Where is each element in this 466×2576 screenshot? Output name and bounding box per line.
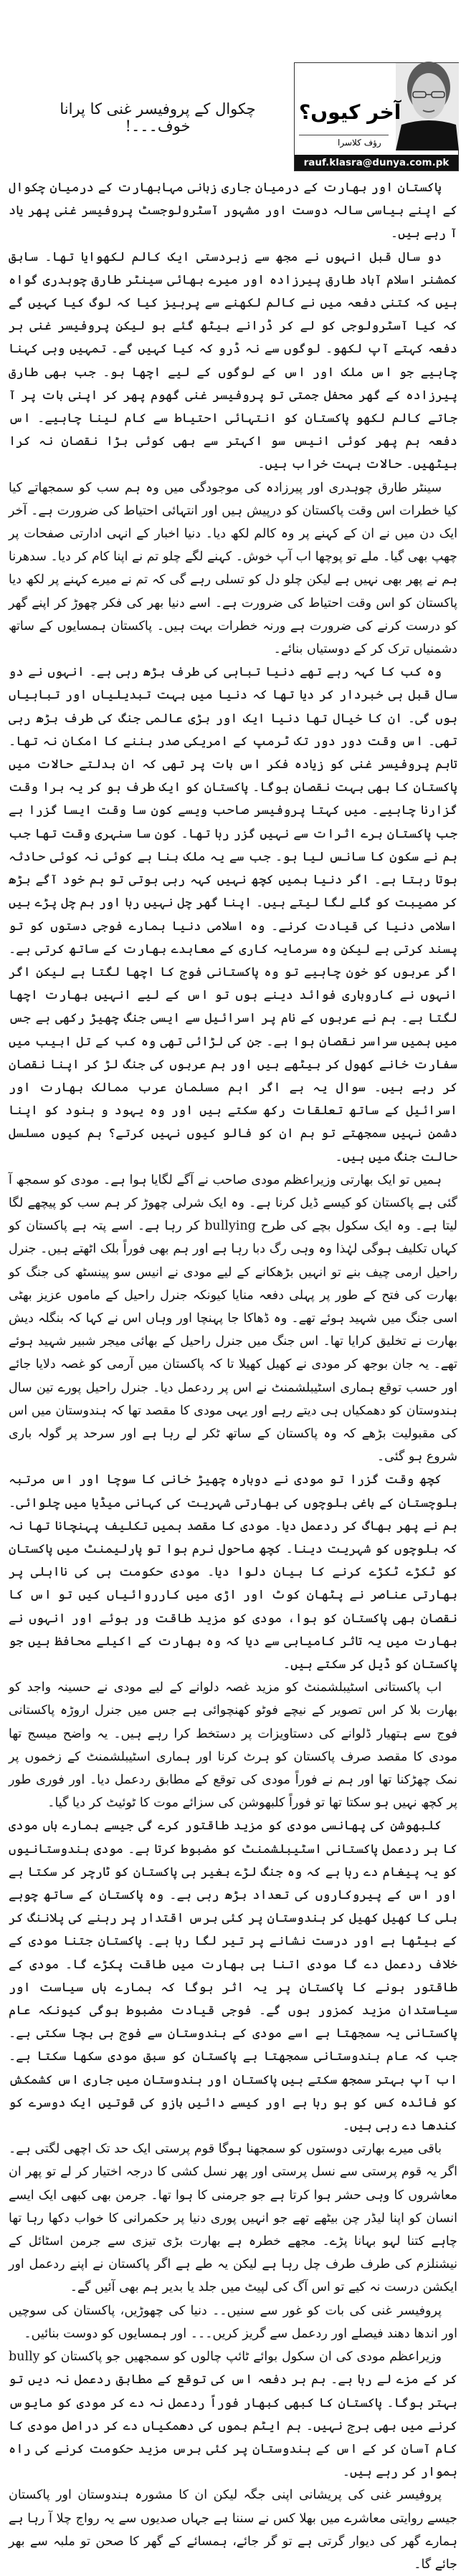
paragraph: پروفیسر غنی کی پریشانی اپنی جگہ لیکن ان کا مشورہ ہندوستان اور پاکستان جیسے روایتی معاشرے میں بھلا کس نے سننا ہے جہاں صدیوں سے یہ رواج چلا آ رہا ہے ہمارے گھر کی دیوار گرتی ہے تو گر جائے، ہمسائے کے گھر کا صحن تو ملبہ سے بھر جائے گا۔ — [9, 2488, 457, 2572]
author-email[interactable]: rauf.klasra@dunya.com.pk — [295, 155, 458, 171]
paragraph: ہمیں تو ایک بھارتی وزیراعظم مودی صاحب نے آگے لگایا ہوا ہے۔ مودی کو سمجھ آ گئی ہے پاکستان کو کیسے ڈیل کرنا ہے۔ وہ ایک شرلی چھوڑ کر ہم سب کو پیچھے لگا لیتا ہے۔ وہ ایک سکول بچے کی طرح bullying کر رہا ہے۔ اسے پتہ ہے پاکستان کو کہاں تکلیف ہوگی لہٰذا وہ وہی رگ دبا رہا ہے اور ہم بھی فوراً بلک اٹھتے ہیں۔ جنرل راحیل ارمی چیف بنے تو انہیں بڑھکانے کے لیے مودی نے انیس سو پینسٹھ کی جنگ کو بھارت کی فتح کے طور پر پہلی دفعہ منایا کیونکہ جنرل راحیل کے ماموں عزیز بھٹی اسی جنگ میں شہید ہوئے تھے۔ وہ ڈھاکا جا پہنچا اور وہاں اس نے کہا کہ بنگلہ دیش بھارت نے تخلیق کرایا تھا۔ اس جنگ میں جنرل راحیل کے بھائی میجر شبیر شہید ہوئے تھے۔ یہ جان بوجھ کر مودی نے کھیل کھیلا تا کہ پاکستان میں آرمی کو غصہ دلایا جائے اور حسب توقع ہماری اسٹیبلشمنٹ نے اس پر ردعمل دیا۔ جنرل راحیل پورے تین سال ہندوستان کو دھمکیاں ہی دیتے رہے اور یہی مودی کا مقصد تھا کہ ہندوستان میں اس کی مقبولیت بڑھے کہ وہ پاکستان کے ساتھ ٹکر لے رہا ہے اور سرحد پر گولہ باری شروع ہو گئی۔ — [9, 1172, 457, 1465]
column-header-box — [294, 62, 459, 171]
paragraph: سینٹر طارق چوہدری اور پیرزادہ کی موجودگی میں وہ ہم سب کو سمجھاتے کیا کیا خطرات اس وقت پاکستان کو درپیش ہیں اور انتہائی احتیاط کی ضرورت ہے۔ آخر ایک دن میں نے ان کے کہنے پر وہ کالم لکھ دیا۔ دنیا اخبار کے انہی ادارتی صفحات پر چھپ بھی گیا۔ ملے تو پوچھا اب آپ خوش۔ کہنے لگے چلو تم نے اپنا کام کر دیا۔ سدھرنا ہم نے پھر بھی نہیں ہے لیکن چلو دل کو تسلی رہے گی کہ تم نے میرے کہنے پر لکھ دیا پاکستان کو اس وقت احتیاط کی ضرورت ہے۔ اسے دنیا بھر کی فکر چھوڑ کر اپنے گھر کو درست کرنے کی ضرورت ہے ورنہ خطرات بہت ہیں۔ پاکستان ہمسایوں کے ساتھ دشمنیاں ترک کر کے دوستیاں بنائے۔ — [9, 480, 457, 657]
paragraph: کلبھوشن کی پھانسی مودی کو مزید طاقتور کرے گی جیسے ہمارے ہاں مودی کا ہر ردعمل پاکستانی اسٹیبلشمنٹ کو مضبوط کرتا ہے۔ مودی ہندوستانیوں کو یہ پیغام دے رہا ہے کہ وہ جنگ لڑے بغیر ہی پاکستان کو ٹارچر کر سکتا ہے اور اس کے پیروکاروں کی تعداد بڑھ رہی ہے۔ وہ پاکستان کے ساتھ چوہے بلی کا کھیل کھیل کر ہندوستان پر کئی برس اقتدار پر رہنے کی پلاننگ کر کے بیٹھا ہے اور درست نشانے پر تیر لگا رہا ہے۔ پاکستان جتنا مودی کے خلاف ردعمل دے گا مودی اتنا ہی بھارت میں طاقت پکڑے گا۔ مودی کے طاقتور ہونے کا پاکستان پر یہ اثر ہوگا کہ ہمارے ہاں سیاست اور سیاستدان مزید کمزور ہوں گے۔ فوجی قیادت مضبوط ہوگی کیونکہ عام پاکستانی یہ سمجھتا ہے اسے مودی کے ہندوستان سے فوج ہی بچا سکتی ہے۔ جب کہ عام ہندوستانی سمجھتا ہے پاکستان کو سبق مودی سکھا سکتا ہے۔ اب آپ بہتر سمجھ سکتے ہیں پاکستان اور ہندوستان میں جاری اس کشمکش کو فائدہ کس کو ہو رہا ہے اور کیسے دائیں بازو کی قوتیں ایک دوسرے کو کندھا دے رہی ہیں۔ — [9, 1819, 457, 2134]
paragraph: کچھ وقت گزرا تو مودی نے دوبارہ چھیڑ خانی کا سوچا اور اس مرتبہ بلوچستان کے باغی بلوچوں کی بھارتی شہریت کی کہانی میڈیا میں چلوائی۔ ہم نے پھر بھاگ کر ردعمل دیا۔ مودی کا مقصد ہمیں تکلیف پہنچانا تھا نہ کہ بلوچوں کو شہریت دینا۔ کچھ ماحول نرم ہوا تو پارلیمنٹ میں پاکستان کو ٹکڑے ٹکڑے کرنے کا بیان دلوا دیا۔ مودی حکومت ہی کی نااہلی پر بھارتی عناصر نے پٹھان کوٹ اور اڑی میں کارروائیاں کیں تو اس کا نقصان بھی پاکستان کو ہوا، مودی کو مزید طاقت ور ہوئے اور انہوں نے بھارت میں یہ تاثر کامیابی سے دیا کہ وہ بھارت کے اکیلے محافظ ہیں جو پاکستان کو ڈیل کر سکتے ہیں۔ — [9, 1473, 457, 1672]
column-name: آخر کیوں؟ — [299, 100, 401, 124]
paragraph: وزیراعظم مودی کی ان سکول بوائے ٹائپ چالوں کو سمجھیں جو پاکستان کو bully کر کے مزے لے رہا ہے۔ ہم ہر دفعہ اس کی توقع کے مطابق ردعمل نہ دیں تو بہتر ہوگا۔ پاکستان کا کبھی کبھار فوراً ردعمل نہ دے کر مودی کو مایوس کرنے میں بھی ہرج نہیں۔ ہم ایٹم بموں کی دھمکیاں دے کر دراصل مودی کا کام آسان کر کے اس کے ہندوستان پر کئی برس مزید حکومت کرنے کی راہ ہموار کر رہے ہیں۔ — [9, 2350, 457, 2480]
author-portrait-icon — [396, 56, 459, 150]
paragraph: وہ کب کا کہہ رہے تھے دنیا تباہی کی طرف بڑھ رہی ہے۔ انہوں نے دو سال قبل ہی خبردار کر دیا تھا کہ دنیا میں بہت تبدیلیاں اور تباہیاں ہوں گی۔ ان کا خیال تھا دنیا ایک اور بڑی عالمی جنگ کی طرف بڑھ رہی تھی۔ اس وقت دور دور تک ٹرمپ کے امریکی صدر بننے کا امکان نہ تھا۔ تاہم پروفیسر غنی کو زیادہ فکر اس بات پر تھی کہ ان بدلتے حالات میں پاکستان کا بھی بہت نقصان ہوگا۔ پاکستان کو ایک طرف ہو کر یہ برا وقت گزارنا چاہیے۔ میں کہتا پروفیسر صاحب ویسے کون سا وقت ایسا گزرا ہے جب پاکستان برے اثرات سے نہیں گزر رہا تھا۔ کون سا سنہری وقت تھا جب ہم نے سکون کا سانس لیا ہو۔ جب سے یہ ملک بنا ہے کوئی نہ کوئی حادثہ ہوتا رہتا ہے۔ اگر دنیا ہمیں کچھ نہیں کہہ رہی ہوتی تو ہم خود آگے بڑھ کر مصیبت کو گلے لگا لیتے ہیں۔ اپنا گھر چل نہیں رہا اور ہم چل پڑے ہیں اسلامی دنیا کی قیادت کرنے۔ وہ اسلامی دنیا ہمارے فوجی دستوں کو تو پسند کرتی ہے لیکن وہ سرمایہ کاری کے معاہدے بھارت کے ساتھ کرتی ہے۔ اگر عربوں کو خون چاہیے تو وہ پاکستانی فوج کا اچھا لگتا ہے لیکن اگر انہوں نے کاروباری فوائد دینے ہوں تو اس کے لیے انہیں بھارت اچھا لگتا ہے۔ ہم نے عربوں کے نام پر اسرائیل سے ایسی جنگ چھیڑ رکھی ہے جس میں ہمیں سراسر نقصان ہوا ہے۔ جن کی لڑائی تھی وہ کب کے تل ابیب میں سفارت خانے کھول کر بیٹھے ہیں اور ہم عربوں کی جنگ لڑ کر اپنا نقصان کر رہے ہیں۔ سوال یہ ہے اگر اہم مسلمان عرب ممالک بھارت اور اسرائیل کے ساتھ تعلقات رکھ سکتے ہیں اور وہ یہود و ہنود کو اپنا دشمن نہیں سمجھتے تو ہم ان کو فالو کیوں نہیں کرتے؟ ہم کیوں مسلسل حالت جنگ میں ہیں۔ — [9, 665, 457, 1164]
paragraph: دو سال قبل انہوں نے مجھ سے زبردستی ایک کالم لکھوایا تھا۔ سابق کمشنر اسلام آباد طارق پیرزادہ اور میرے بھائی سینٹر طارق چوہدری گواہ ہیں کہ کتنی دفعہ میں نے کالم لکھنے سے پرہیز کیا کہ لوگ کیا کہیں گے کہ کیا آسٹرولوجی کو لے کر ڈرانے بیٹھ گئے ہو لیکن پروفیسر غنی ہر دفعہ کہتے آپ لکھو۔ لوگوں سے نہ ڈرو کہ کیا کہیں گے۔ تمہیں وہی کہنا چاہیے جو اس ملک اور اس کے لوگوں کے لیے اچھا ہو۔ جب بھی طارق پیرزادہ کے گھر محفل جمتی تو پروفیسر غنی گھوم پھر کر اپنی بات پر آ جاتے کالم لکھو پاکستان کو انتہائی احتیاط سے کام لینا چاہیے۔ اس دفعہ ہم پھر کوئی انیس سو اکہتر سے بھی کوئی بڑا نقصان نہ کرا بیٹھیں۔ حالات بہت خراب ہیں۔ — [9, 249, 457, 472]
paragraph: اب پاکستانی اسٹیبلشمنٹ کو مزید غصہ دلوانے کے لیے مودی نے حسینہ واجد کو بھارت بلا کر اس تصویر کے نیچے فوٹو کھنچوائی ہے جس میں جنرل اروڑہ پاکستانی فوج سے ہتھیار ڈلوانے کی دستاویزات پر دستخط کرا رہے ہیں۔ یہ واضح میسج تھا مودی کا مقصد صرف پاکستان کو ہرٹ کرنا اور ہماری اسٹیبلشمنٹ کے زخموں پر نمک چھڑکنا تھا اور ہم نے فوراً مودی کی توقع کے مطابق ردعمل دیا۔ اور فوری طور پر کچھ نہیں ہو سکتا تھا تو فوراً کلبھوشن کی سزائے موت کا ٹوئیٹ کر دیا گیا۔ — [9, 1680, 457, 1811]
paragraph: باقی میرے بھارتی دوستوں کو سمجھنا ہوگا قوم پرستی ایک حد تک اچھی لگتی ہے۔ اگر یہ قوم پرستی سے نسل پرستی اور پھر نسل کشی کا درجہ اختیار کر لے تو پھر ان معاشروں کا وہی حشر ہوا کرتا ہے جو جرمنی کا ہوا تھا۔ جرمن بھی کبھی ایک ایسے انسان کو اپنا لیڈر چن بیٹھے تھے جو انہیں پوری دنیا پر حکمرانی کا خواب دکھا رہا تھا چاہے کتنا لہو بہانا پڑے۔ مجھے خطرہ ہے بھارت بڑی تیزی سے جرمن اسٹائل کے نیشنلزم کی طرف طرف چل رہا ہے لیکن یہ طے ہے اگر پاکستان نے اپنے ردعمل اور ایکشن درست نہ کیے تو اس آگ کی لپیٹ میں جلد یا بدیر ہم بھی آئیں گے۔ — [9, 2142, 457, 2295]
article-title: چکوال کے پروفیسر غنی کا پرانا خوف۔۔۔! — [60, 100, 256, 135]
paragraph: پاکستان اور بھارت کے درمیان جاری زبانی مہابھارت کے درمیان چکوال کے اپنے بیاسی سالہ دوست اور مشہور آسٹرولوجسٹ پروفیسر غنی پھر یاد آ رہے ہیں۔ — [9, 181, 457, 241]
paragraph: پروفیسر غنی کی بات کو غور سے سنیں۔۔ دنیا کی چھوڑیں، پاکستان کی سوچیں اور اندھا دھند فیصلے اور ردعمل سے گریز کریں۔۔۔ اور ہمسایوں کو دوست بنائیں۔ — [9, 2303, 457, 2341]
author-name: رؤف کلاسرا — [338, 138, 381, 148]
article-body — [9, 176, 457, 2576]
